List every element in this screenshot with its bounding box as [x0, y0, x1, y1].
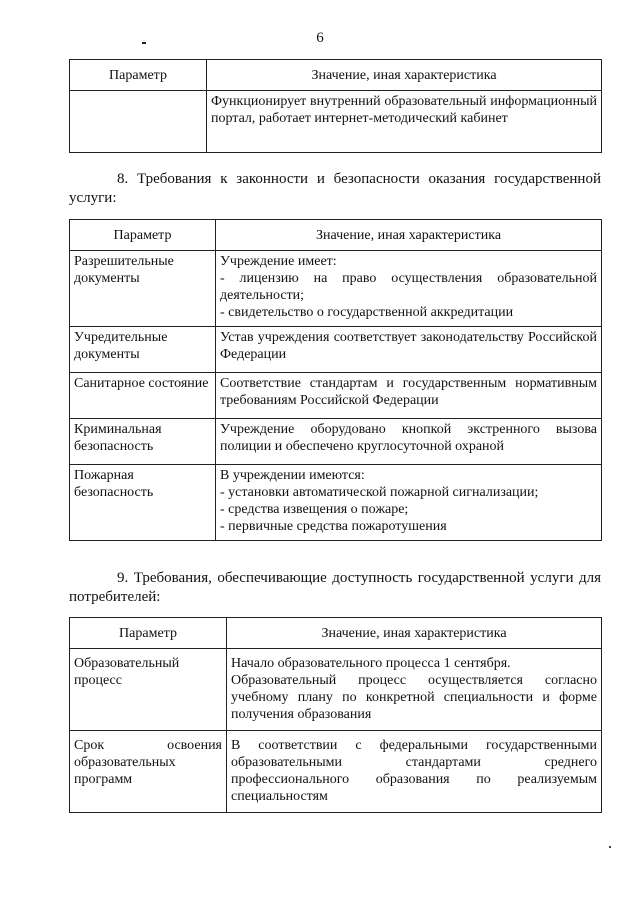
- value-cell: Устав учреждения соответствует законодательству Российской Федерации: [216, 327, 602, 373]
- value-line: Образовательный процесс осуществляется согласно учебному плану по конкретной специальности и форме получения образования: [231, 673, 597, 722]
- column-header-value: Значение, иная характеристика: [216, 220, 602, 251]
- column-header-param: Параметр: [70, 60, 207, 91]
- param-cell: Пожарная безопасность: [70, 465, 216, 541]
- table-section-9: [69, 617, 602, 813]
- param-cell: Учредительные документы: [70, 327, 216, 373]
- value-line: - свидетельство о государственной аккредитации: [220, 305, 514, 320]
- column-header-value: Значение, иная характеристика: [227, 618, 602, 649]
- table-row: [70, 731, 602, 813]
- column-header-param: Параметр: [70, 618, 227, 649]
- value-line: - средства извещения о пожаре;: [220, 502, 409, 517]
- param-cell: Срок освоения образовательных программ: [70, 731, 227, 813]
- value-line: Учреждение имеет:: [220, 254, 337, 269]
- table-header-row: [70, 60, 602, 91]
- value-cell: [216, 465, 602, 541]
- value-line: - первичные средства пожаротушения: [220, 519, 447, 534]
- param-cell: Образовательный процесс: [70, 649, 227, 731]
- table-header-row: [70, 220, 602, 251]
- param-cell: Криминальная безопасность: [70, 419, 216, 465]
- table-row: [70, 373, 602, 419]
- value-cell: Соответствие стандартам и государственным нормативным требованиям Российской Федерации: [216, 373, 602, 419]
- table-section-8: [69, 219, 602, 541]
- column-header-value: Значение, иная характеристика: [207, 60, 602, 91]
- param-cell: Разрешительные документы: [70, 251, 216, 327]
- table-row: [70, 327, 602, 373]
- table-row: [70, 251, 602, 327]
- value-cell: [227, 649, 602, 731]
- table-row: [70, 649, 602, 731]
- value-line: - лицензию на право осуществления образовательной деятельности;: [220, 271, 597, 303]
- table-top: [69, 59, 602, 153]
- table-row: [70, 419, 602, 465]
- table-row: [70, 91, 602, 153]
- page-number: 6: [316, 30, 324, 46]
- scan-artifact: [609, 846, 611, 848]
- value-line: Начало образовательного процесса 1 сентября.: [231, 656, 511, 671]
- value-cell: Учреждение оборудовано кнопкой экстренного вызова полиции и обеспечено круглосуточной охраной: [216, 419, 602, 465]
- section-8-heading: 8. Требования к законности и безопасности оказания государственной услуги:: [69, 171, 601, 206]
- table-row: [70, 465, 602, 541]
- section-9-heading: 9. Требования, обеспечивающие доступность государственной услуги для потребителей:: [69, 570, 601, 605]
- value-line: - установки автоматической пожарной сигнализации;: [220, 485, 539, 500]
- value-cell: В соответствии с федеральными государственными образовательными стандартами среднего профессионального образования по реализуемым специальностям: [227, 731, 602, 813]
- column-header-param: Параметр: [70, 220, 216, 251]
- value-cell: Функционирует внутренний образовательный информационный портал, работает интернет-методический кабинет: [207, 91, 602, 153]
- value-line: В учреждении имеются:: [220, 468, 365, 483]
- table-header-row: [70, 618, 602, 649]
- scan-artifact: [142, 42, 146, 44]
- param-cell: Санитарное состояние: [70, 373, 216, 419]
- param-cell: [70, 91, 207, 153]
- value-cell: [216, 251, 602, 327]
